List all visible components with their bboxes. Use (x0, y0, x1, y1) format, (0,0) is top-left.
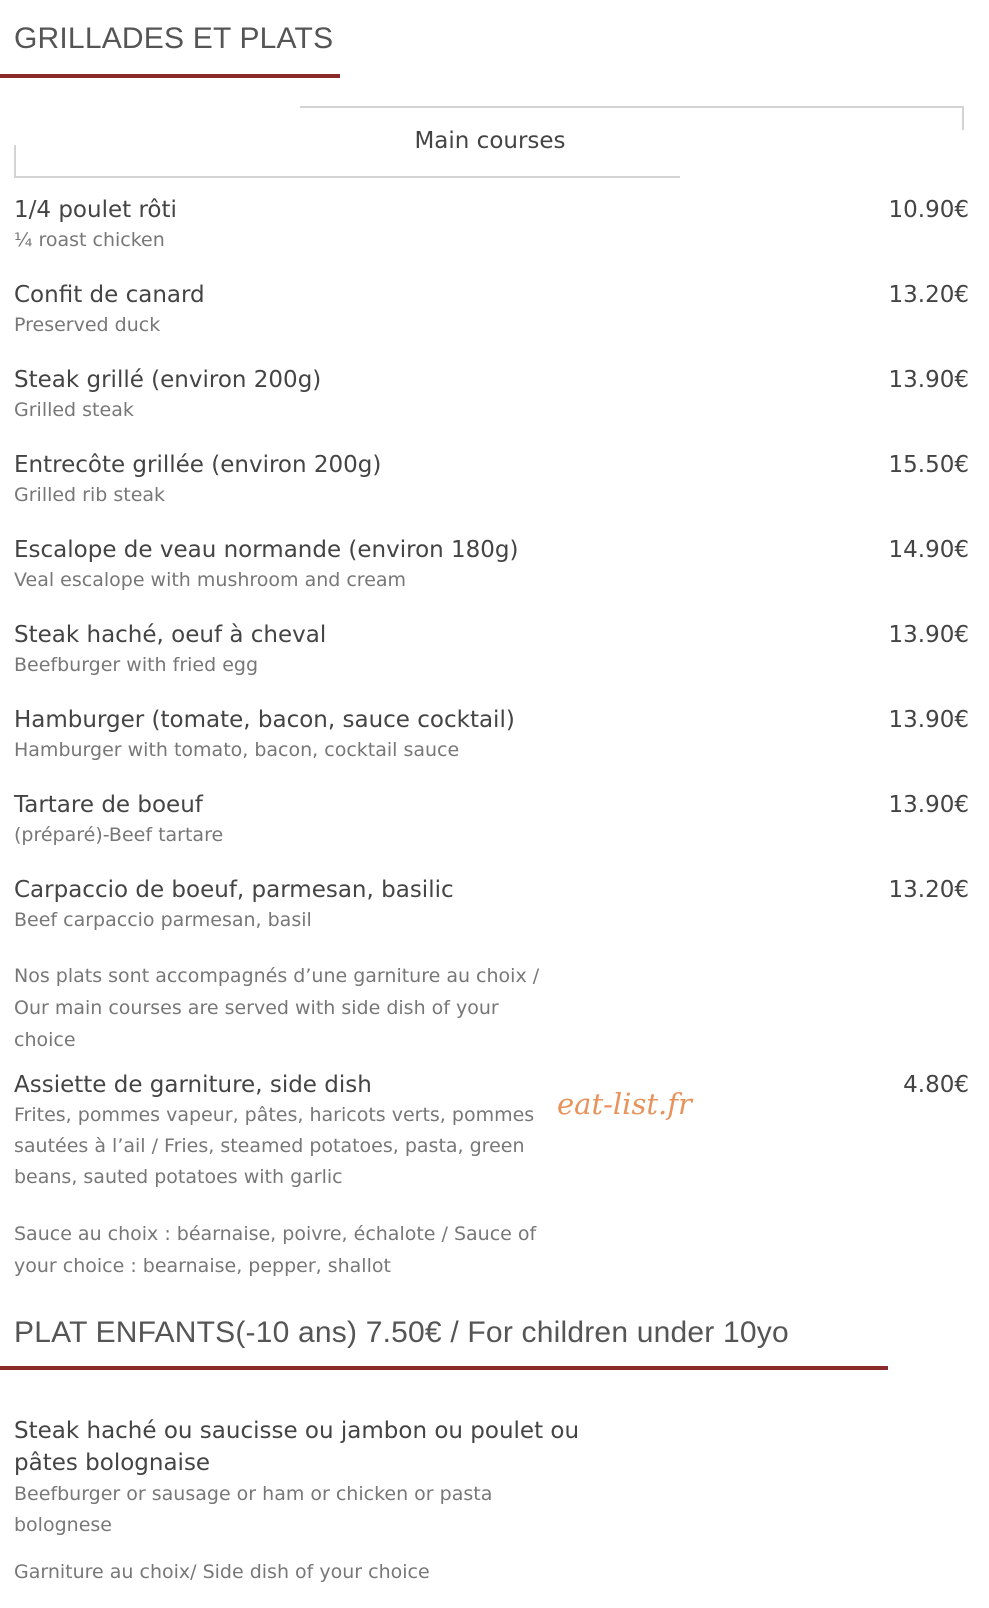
sauce-note: Sauce au choix : béarnaise, poivre, échalote / Sauce of your choice : bearnaise, pepper, shallot (14, 1223, 537, 1277)
kids-side-note: Garniture au choix/ Side dish of your choice (14, 1561, 430, 1583)
menu-item (14, 705, 969, 766)
item-price: 13.90€ (888, 792, 969, 818)
item-name: Steak grillé (environ 200g) (14, 367, 322, 393)
side-dish-item (14, 1070, 969, 1193)
item-description: Beef carpaccio parmesan, basil (14, 909, 312, 931)
section-title-rule (0, 1366, 888, 1370)
kids-menu-item (14, 1415, 614, 1541)
item-description: Hamburger with tomato, bacon, cocktail sauce (14, 739, 460, 761)
item-name: Assiette de garniture, side dish (14, 1072, 372, 1098)
watermark: eat-list.fr (557, 1087, 692, 1121)
menu-item (14, 875, 969, 936)
item-price: 13.90€ (888, 707, 969, 733)
item-price: 13.20€ (888, 877, 969, 903)
item-description: Beefburger with fried egg (14, 654, 259, 676)
menu-item (14, 535, 969, 596)
item-description: Grilled steak (14, 399, 134, 421)
item-price: 14.90€ (888, 537, 969, 563)
menu-item (14, 365, 969, 426)
menu-item (14, 620, 969, 681)
item-description: Beefburger or sausage or ham or chicken or pasta bolognese (14, 1483, 493, 1536)
menu-item (14, 450, 969, 511)
section-subtitle: Main courses (414, 128, 566, 154)
item-description: Frites, pommes vapeur, pâtes, haricots verts, pommes sautées à l’ail / Fries, steamed potatoes, pasta, green beans, sauted potatoes with garlic (14, 1104, 535, 1188)
item-name: Hamburger (tomate, bacon, sauce cocktail) (14, 707, 515, 733)
item-description: Preserved duck (14, 314, 161, 336)
menu-item (14, 280, 969, 341)
item-price: 4.80€ (903, 1072, 969, 1098)
item-price: 15.50€ (888, 452, 969, 478)
garnish-note: Nos plats sont accompagnés d’une garniture au choix / Our main courses are served with side dish of your choice (14, 965, 540, 1051)
item-name: Escalope de veau normande (environ 180g) (14, 537, 519, 563)
item-description: (préparé)-Beef tartare (14, 824, 224, 846)
section-title-kids: PLAT ENFANTS(-10 ans) 7.50€ / For children under 10yo (14, 1316, 789, 1349)
menu-item (14, 790, 969, 851)
item-description: ¼ roast chicken (14, 229, 165, 251)
item-name: Confit de canard (14, 282, 205, 308)
item-name: Tartare de boeuf (14, 792, 203, 818)
item-price: 13.20€ (888, 282, 969, 308)
item-price: 13.90€ (888, 622, 969, 648)
item-price: 13.90€ (888, 367, 969, 393)
section-title-rule (0, 74, 340, 78)
section-title-grillades: GRILLADES ET PLATS (14, 22, 334, 55)
item-name: Steak haché, oeuf à cheval (14, 622, 327, 648)
item-name: Carpaccio de boeuf, parmesan, basilic (14, 877, 454, 903)
item-name: Steak haché ou saucisse ou jambon ou poulet ou pâtes bolognaise (14, 1418, 580, 1476)
item-name: Entrecôte grillée (environ 200g) (14, 452, 382, 478)
item-description: Grilled rib steak (14, 484, 166, 506)
item-name: 1/4 poulet rôti (14, 197, 177, 223)
item-description: Veal escalope with mushroom and cream (14, 569, 407, 591)
subtitle-frame-top (300, 106, 964, 130)
item-price: 10.90€ (888, 197, 969, 223)
menu-item (14, 195, 969, 256)
